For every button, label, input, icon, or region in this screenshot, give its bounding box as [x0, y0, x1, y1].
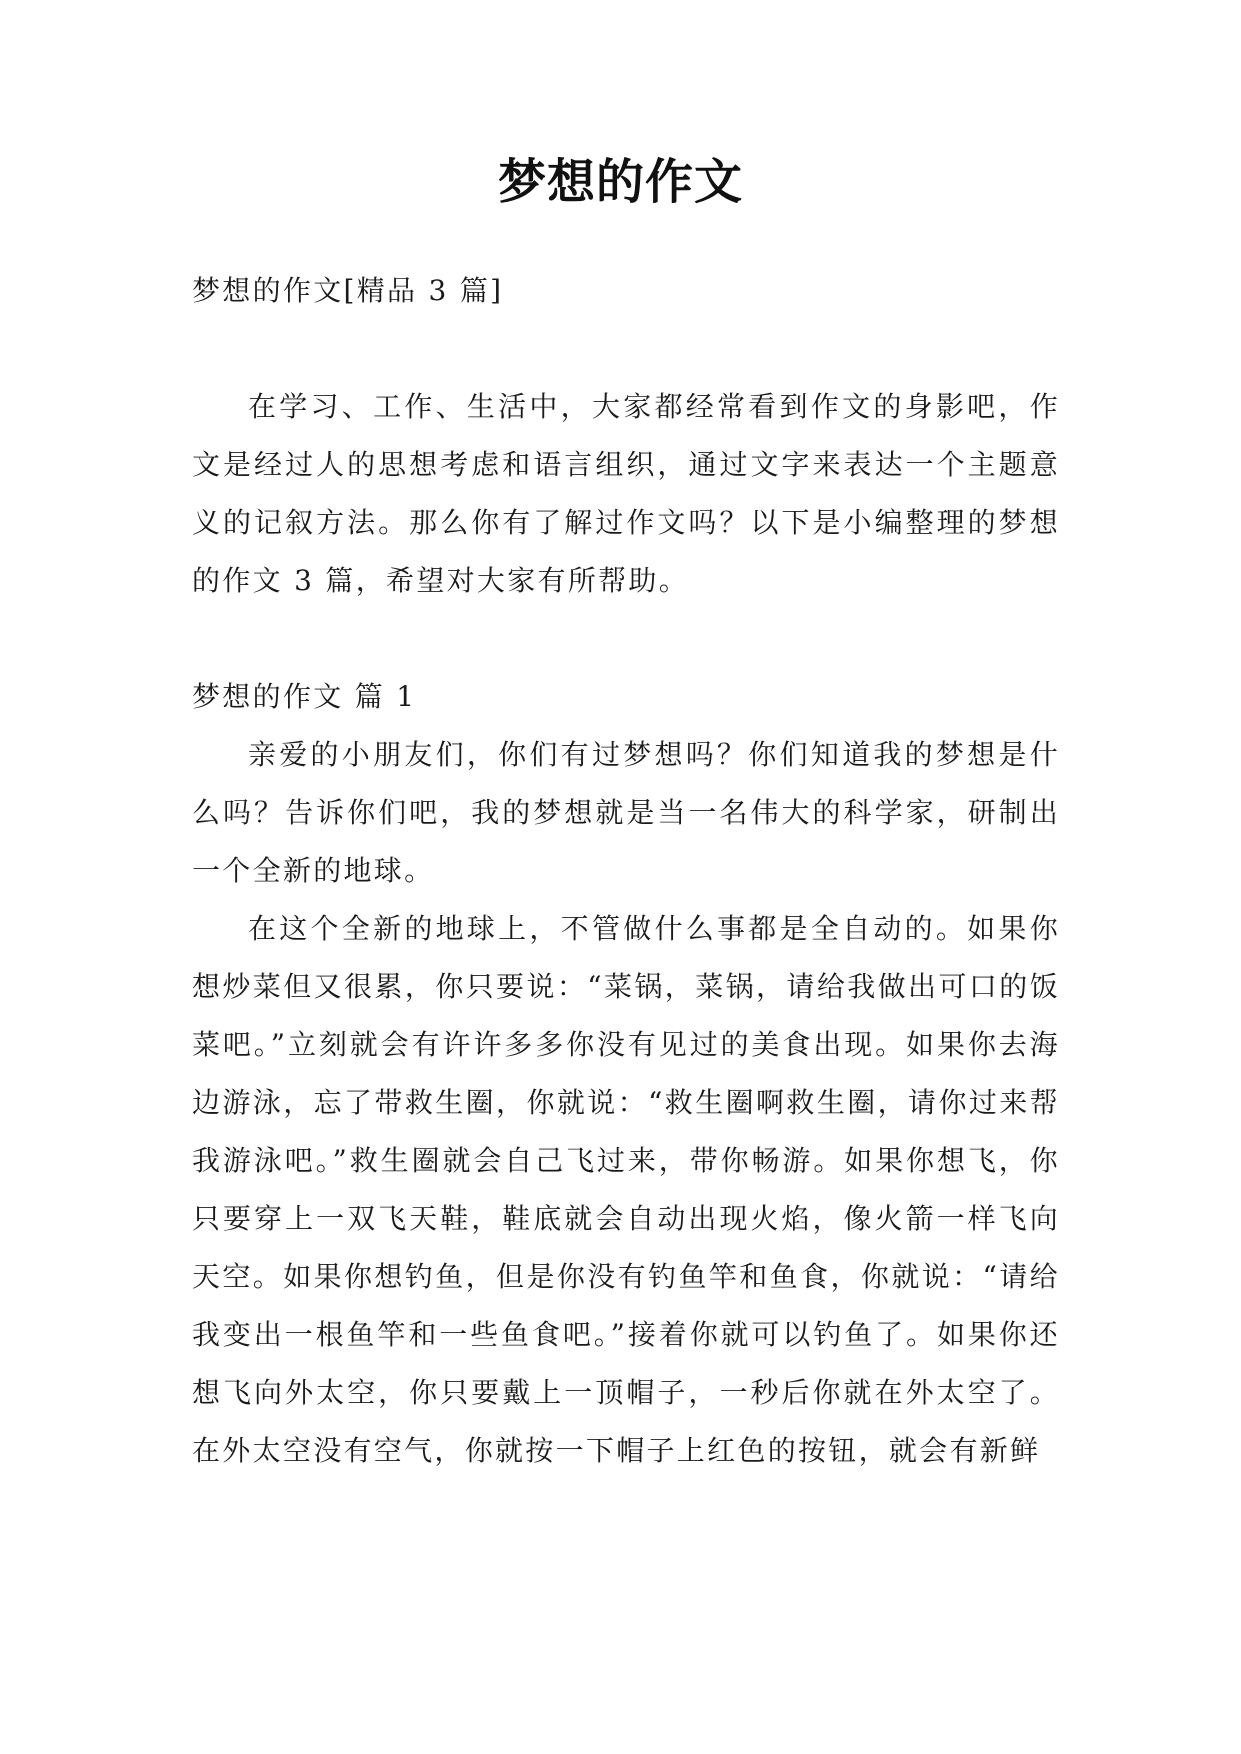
section-heading: 梦想的作文 篇 1 [192, 680, 417, 713]
document-subtitle: 梦想的作文[精品 3 篇] [192, 274, 504, 307]
document-title: 梦想的作文 [497, 154, 743, 210]
body-paragraph: 在这个全新的地球上，不管做什么事都是全自动的。如果你想炒菜但又很累，你只要说：“菜锅，菜锅，请给我做出可口的饭菜吧。”立刻就会有许许多多你没有见过的美食出现。如果你去海边游泳，忘了带救生圈，你就说：“救生圈啊救生圈，请你过来帮我游泳吧。”救生圈就会自己飞过来，带你畅游。如果你想飞，你只要穿上一双飞天鞋，鞋底就会自动出现火焰，像火箭一样飞向天空。如果你想钓鱼，但是你没有钓鱼竿和鱼食，你就说：“请给我变出一根鱼竿和一些鱼食吧。”接着你就可以钓鱼了。如果你还想飞向外太空，你只要戴上一顶帽子，一秒后你就在外太空了。在外太空没有空气，你就按一下帽子上红色的按钮，就会有新鲜 [192, 912, 1060, 1467]
intro-paragraph: 在学习、工作、生活中，大家都经常看到作文的身影吧，作文是经过人的思想考虑和语言组织，通过文字来表达一个主题意义的记叙方法。那么你有了解过作文吗？以下是小编整理的梦想的作文 3 篇，希望对大家有所帮助。 [192, 390, 1060, 597]
document-body [192, 262, 1060, 1480]
spacer [192, 610, 1060, 668]
body-paragraph: 亲爱的小朋友们，你们有过梦想吗？你们知道我的梦想是什么吗？告诉你们吧，我的梦想就是当一名伟大的科学家，研制出一个全新的地球。 [192, 738, 1060, 887]
spacer [192, 320, 1060, 378]
